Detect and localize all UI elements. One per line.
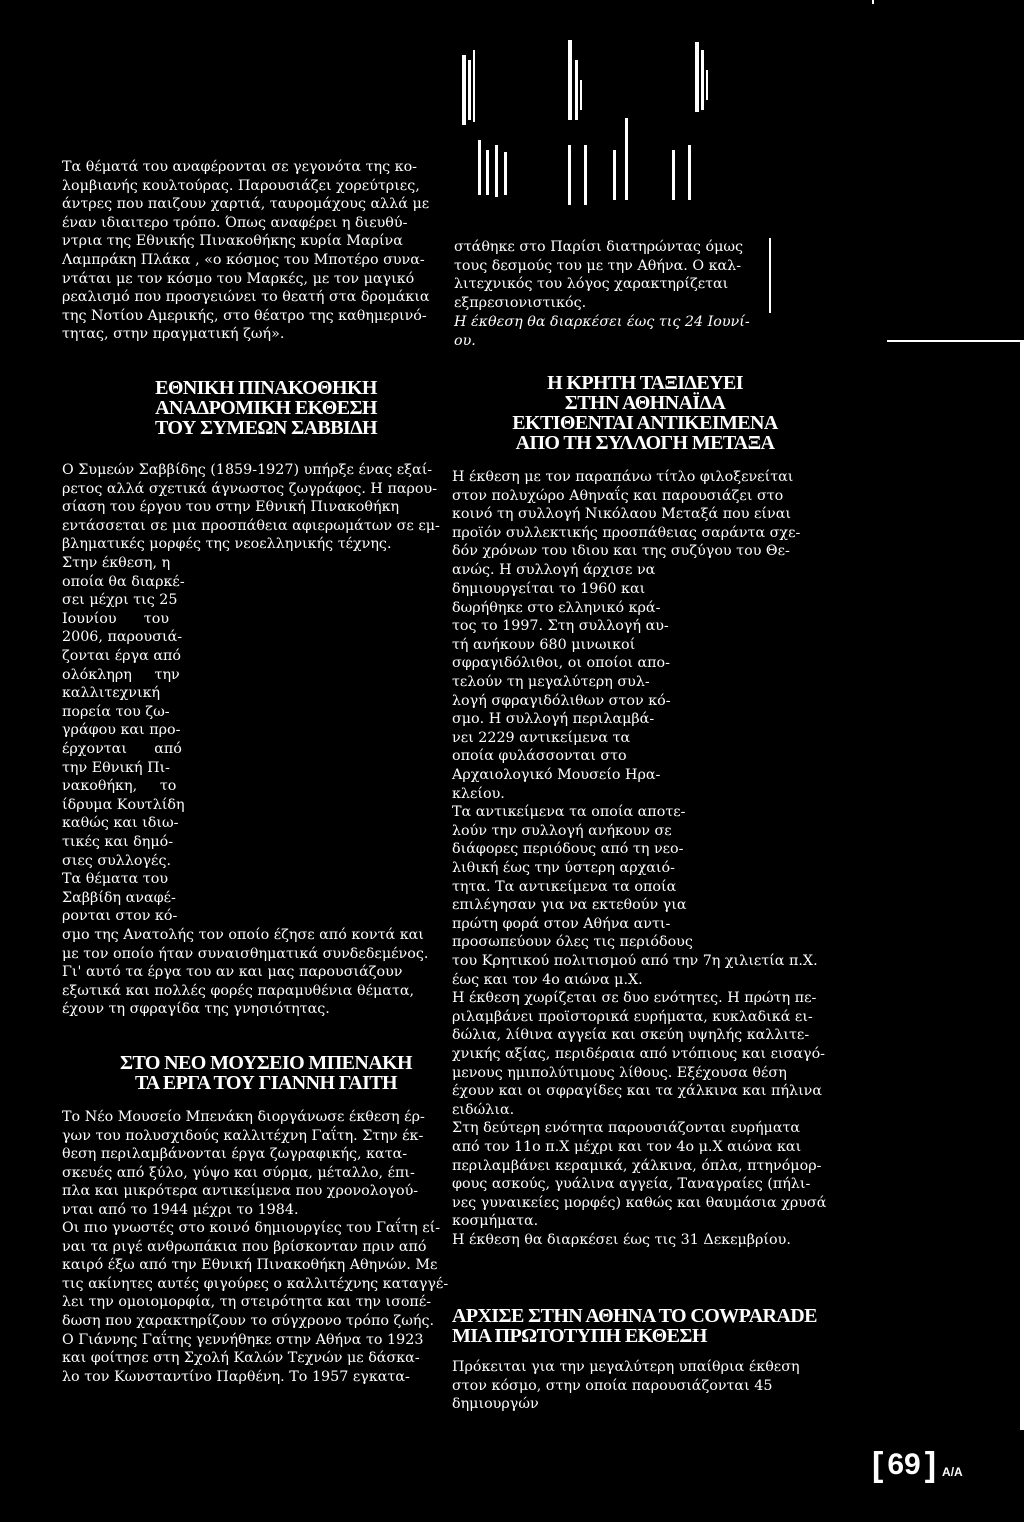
frame-line [1020,340,1024,1430]
section-tag: Α/Α [942,1465,963,1479]
crete-paragraph-end: του Κρητικού πολιτισμού από την 7η χιλιετία π.Χ. έως και τον 4ο αιώνα μ.Χ. Η έκθεση χωρίζεται σε δυο ενότητες. Η πρώτη πε- ριλαμβάνει προϊστορικά ευρήματα, κυκλαδικά ει- δώλια, λίθινα αγγεία και σκεύη υψηλής καλλιτε- χνικής αξίας, περιδέραια από ντόπιους και εισαγό- μενους ημιπολύτιμους λίθους. Εξέχουσα θέση έχουν και οι σφραγίδες και τα χάλκινα και πήλινα ειδώλια. Στη δεύτερη ενότητα παρουσιάζονται ευρήματα από τον 11ο π.Χ μέχρι και τον 4ο μ.Χ αιώνα και περιλαμβάνει κεραμικά, χάλκινα, όπλα, πτηνόμορ- φους ασκούς, γυάλινα αγγεία, Ταναγραίες (πήλι- νες γυναικείες μορφές) καθώς και θαυμάσια χρυσά κοσμήματα. Η έκθεση θα διαρκέσει έως τις 31 Δεκεμβρίου. [452,953,827,1248]
savvidis-paragraph-end: σμο της Ανατολής τον οποίο έζησε από κοντά και με τον οποίο ήταν συναισθηματικά συνδεδεμένος. Γι' αυτό τα έργα του αν και μας παρουσιάζουν εξωτικά και πολλές φορές παραμυθένια θέματα, έχουν τη σφραγίδα της γνησιότητας. [62,927,429,1018]
exhibition-dates-note: Η έκθεση θα διαρκέσει έως τις 24 Ιουνί- ου. [454,314,750,349]
page-number [872,1440,963,1490]
page-number-value: 69 [887,1448,921,1481]
crete-paragraph: Η έκθεση με τον παραπάνω τίτλο φιλοξενείται στον πολυχώρο Αθηναΐς και παρουσιάζει στο κοινό τη συλλογή Νικόλαου Μεταξά που είναι προϊόν συλλεκτικής προσπάθειας σαράντα σχε- δόν χρόνων του ιδιου και της συζύγου του Θε- ανώς. Η συλλογή άρχισε να [452,469,801,578]
frame-line [887,340,1024,342]
continued-paragraph: στάθηκε στο Παρίσι διατηρώντας όμως τους δεσμούς του με την Αθήνα. Ο καλ- λιτεχνικός του λόγος χαρακτηρίζεται εξπρεσιονιστικός. [454,239,744,311]
frame-line [872,0,874,4]
gaitis-paragraph: Το Νέο Μουσείο Μπενάκη διοργάνωσε έκθεση έρ- γων του πολυσχιδούς καλλιτέχνη Γαΐτη. Στην έκ- θεση περιλαμβάνονται έργα ζωγραφικής, κατα- σκευές από ξύλο, γύψο και σύρμα, μέταλλο, έπι- πλα και μικρότερα αντικείμενα που χρονολογού- νται από το 1944 μέχρι το 1984. [62,1109,425,1218]
savvidis-paragraph-narrow: Στην έκθεση, η οποία θα διαρκέ- σει μέχρι τις 25 Ιουνίου του 2006, παρουσιά- ζονται έργα από ολόκληρη την καλλιτεχνική πορεία του ζω- γράφου και προ- έρχονται από την Εθνική Πι- νακοθήκη, το ίδρυμα Κουτλίδη καθώς και ιδιω- τικές και δημό- σιες συλλογές. Τα θέματα του Σαββίδη αναφέ- ρονται στον κό- [62,555,185,925]
heading-cowparade: ΑΡΧΙΣΕ ΣΤΗΝ ΑΘΗΝΑ ΤΟ COWPARADE ΜΙΑ ΠΡΩΤΟΤΥΠΗ ΕΚΘΕΣΗ [452,1305,817,1347]
gaitis-paragraph-2: Οι πιο γνωστές στο κοινό δημιουργίες του Γαΐτη εί- ναι τα ριγέ ανθρωπάκια που βρίσκονταν πριν από καιρό έξω από την Εθνική Πινακοθήκη Αθηνών. Με τις ακίνητες αυτές φιγούρες ο καλλιτέχνης καταγγέ- λει την ομοιομορφία, τη στειρότητα και την ισοπέ- δωση που χαρακτηρίζουν το σύγχρονο τρόπο ζωής. Ο Γιάννης Γαΐτης γεννήθηκε στην Αθήνα το 1923 και φοίτησε στη Σχολή Καλών Τεχνών με δάσκα- λο τον Κωνσταντίνο Παρθένη. Το 1957 εγκατα- [62,1220,449,1385]
heading-crete: Η ΚΡΗΤΗ ΤΑΞΙΔΕΥΕΙ ΣΤΗΝ ΑΘΗΝΑΪΔΑ ΕΚΤΙΘΕΝΤΑΙ ΑΝΤΙΚΕΙΜΕΝΑ ΑΠΟ ΤΗ ΣΥΛΛΟΓΗ ΜΕΤΑΞΑ [512,372,778,454]
crete-paragraph-narrow: δημιουργείται το 1960 και δωρήθηκε στο ελληνικό κρά- τος το 1997. Στη συλλογή αυ- τή ανήκουν 680 μινωικοί σφραγιδόλιθοι, οι οποίοι απο- τελούν τη μεγαλύτερη συλ- λογή σφραγιδόλιθων στον κό- σμο. Η συλλογή περιλαμβά- νει 2229 αντικείμενα τα οποία φυλάσσονται στο Αρχαιολογικό Μουσείο Ηρα- κλείου. Τα αντικείμενα τα οποία αποτε- λούν την συλλογή ανήκουν σε διάφορες περιόδους από τη νεο- λιθική έως την ύστερη αρχαιό- τητα. Τα αντικείμενα τα οποία επιλέγησαν για να εκτεθούν για πρώτη φορά στον Αθήνα αντι- προσωπεύουν όλες τις περιόδους [452,581,693,951]
bracket-open: [ [872,1445,884,1484]
cowparade-paragraph: Πρόκειται για την μεγαλύτερη υπαίθρια έκθεση στον κόσμο, στην οποία παρουσιάζονται 45 δημιουργών [452,1359,800,1413]
sculpture-figures-image [440,0,740,215]
intro-paragraph: Τα θέματά του αναφέρονται σε γεγονότα της κο- λομβιανής κουλτούρας. Παρουσιάζει χορεύτριες, άντρες που παιζουν χαρτιά, ταυρομάχους αλλά με έναν ιδιαιτερο τρόπο. Όπως αναφέρει η διευθύ- ντρια της Εθνικής Πινακοθήκης κυρία Μαρίνα Λαμπράκη Πλάκα , «ο κόσμος του Μποτέρο συνα- ντάται με τον κόσμο του Μαρκές, με τον μαγικό ρεαλισμό που προσγειώνει το θεατή στα δρομάκια της Νοτίου Αμερικής, στο θέατρο της καθημερινό- τητας, στην πραγματική ζωή». [62,159,430,343]
heading-gaitis: ΣΤΟ ΝΕΟ ΜΟΥΣΕΙΟ ΜΠΕΝΑΚΗ ΤΑ ΕΡΓΑ ΤΟΥ ΓΙΑΝΝΗ ΓΑΙΤΗ [119,1052,413,1094]
frame-line [769,238,771,313]
heading-savvidis: ΕΘΝΙΚΗ ΠΙΝΑΚΟΘΗΚΗ ΑΝΑΔΡΟΜΙΚΗ ΕΚΘΕΣΗ ΤΟΥ ΣΥΜΕΩΝ ΣΑΒΒΙΔΗ [155,377,377,439]
bracket-close: ] [924,1445,937,1484]
savvidis-paragraph: Ο Συμεών Σαββίδης (1859-1927) υπήρξε ένας εξαί- ρετος αλλά σχετικά άγνωστος ζωγράφος. Η παρου- σίαση του έργου του στην Εθνική Πινακοθήκη εντάσσεται σε μια προσπάθεια αφιερωμάτων σε εμ- βληματικές μορφές της νεοελληνικής τέχνης. [62,462,440,553]
